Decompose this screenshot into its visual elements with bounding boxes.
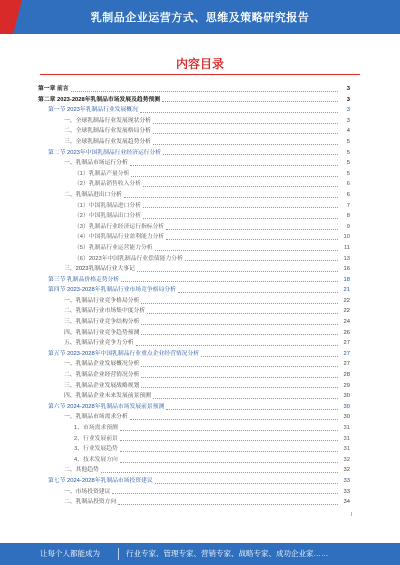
toc-entry-page: 10 [343, 234, 350, 241]
toc-entry-page: 31 [343, 425, 350, 431]
toc-entry-title: 1、市场需求预测 [74, 425, 118, 431]
toc-entry[interactable] [38, 349, 350, 360]
toc-entry-page: 32 [343, 467, 350, 474]
toc-entry[interactable] [38, 275, 350, 286]
toc-entry-page: 26 [343, 329, 350, 336]
toc-entry-page: 6 [346, 181, 350, 188]
table-of-contents [38, 84, 350, 508]
toc-entry[interactable] [38, 148, 350, 159]
toc-entry[interactable] [38, 126, 350, 137]
toc-entry-page: 4 [346, 128, 350, 135]
toc-entry[interactable] [38, 444, 350, 455]
toc-entry-page: 3 [346, 107, 350, 114]
report-title: 乳制品企业运营方式、思维及策略研究报告 [90, 12, 310, 24]
toc-leader-dots [120, 462, 338, 463]
toc-entry-title: 一、市场投资建议 [64, 488, 111, 495]
toc-leader-dots [153, 133, 338, 134]
toc-leader-dots [166, 409, 338, 410]
toc-entry[interactable] [38, 402, 350, 413]
toc-entry[interactable] [38, 285, 350, 296]
toc-leader-dots [71, 91, 338, 92]
toc-leader-dots [120, 430, 338, 431]
toc-entry-title: 三、2023乳制品行业大事记 [64, 266, 135, 273]
report-header [0, 0, 400, 34]
toc-entry-title: 二、乳制品行业市场集中度分析 [64, 308, 146, 315]
toc-entry[interactable] [38, 190, 350, 201]
toc-entry[interactable] [38, 254, 350, 265]
toc-leader-dots [141, 303, 338, 304]
toc-entry[interactable] [38, 179, 350, 190]
toc-entry-title: 2、行业发展前景 [74, 435, 118, 442]
toc-entry[interactable] [38, 423, 350, 434]
toc-leader-dots [153, 123, 338, 124]
toc-entry[interactable] [38, 455, 350, 466]
toc-entry-title: 三、全球乳制品行业发展趋势分析 [64, 138, 151, 145]
toc-entry-page: 6 [346, 191, 350, 198]
toc-entry[interactable] [38, 476, 350, 487]
toc-leader-dots [120, 440, 338, 441]
toc-entry-page: 5 [346, 170, 350, 177]
toc-entry[interactable] [38, 412, 350, 423]
toc-entry-page: 27 [343, 340, 350, 347]
toc-entry[interactable] [38, 137, 350, 148]
toc-leader-dots [136, 345, 338, 346]
toc-leader-dots [137, 271, 338, 272]
toc-entry[interactable] [38, 222, 350, 233]
toc-entry-page: 5 [346, 138, 350, 145]
toc-entry-title: （5）乳制品行业运营能力分析 [74, 244, 153, 251]
toc-leader-dots [141, 324, 338, 325]
toc-leader-dots [153, 144, 338, 145]
toc-leader-dots [101, 472, 338, 473]
toc-entry-title: （1）乳制品产量分析 [74, 170, 130, 177]
toc-entry-title: 二、乳制品企业经营情况分析 [64, 372, 140, 379]
toc-entry-page: 3 [346, 117, 350, 124]
toc-entry-page: 29 [343, 382, 350, 389]
toc-entry-title: 三、乳制品行业竞争结构分析 [64, 319, 140, 326]
toc-leader-dots [141, 387, 338, 388]
toc-entry-title: 第六节 2024-2028年乳制品市场发展前景预测 [48, 403, 165, 410]
toc-entry-page: 30 [343, 414, 350, 421]
page-number: I [350, 512, 352, 518]
toc-entry-title: 第一章 前言 [38, 86, 69, 92]
toc-entry[interactable] [38, 359, 350, 370]
toc-entry[interactable] [38, 243, 350, 254]
toc-entry[interactable] [38, 434, 350, 445]
toc-entry-page: 3 [346, 86, 350, 92]
toc-entry-page: 21 [343, 287, 350, 294]
toc-entry-page: 27 [343, 350, 350, 357]
toc-entry-title: 3、行业发展趋势 [74, 446, 118, 453]
toc-entry-title: 第五节 2023-2028年中国乳制品行业重点企业经营情况分析 [48, 350, 200, 357]
toc-entry-title: （3）乳制品行业经济运行指标分析 [74, 223, 165, 230]
toc-leader-dots [143, 186, 338, 187]
toc-leader-dots [120, 451, 338, 452]
toc-entry-page: 13 [343, 255, 350, 262]
toc-entry-title: （6）2023年中国乳制品行业偿债能力分析 [74, 255, 183, 262]
toc-entry-title: （2）中国乳制品出口分析 [74, 213, 141, 220]
toc-entry-title: 二、乳制品进出口分析 [64, 191, 122, 198]
toc-leader-dots [162, 101, 338, 102]
toc-entry-title: （4）中国乳制品行业盈利能力分析 [74, 234, 165, 241]
toc-leader-dots [201, 356, 338, 357]
toc-entry[interactable] [38, 264, 350, 275]
toc-entry[interactable] [38, 211, 350, 222]
toc-entry[interactable] [38, 338, 350, 349]
toc-entry-title: 一、全球乳制品行业发展现状分析 [64, 117, 151, 124]
toc-entry-page: 31 [343, 446, 350, 453]
toc-entry-page: 5 [346, 160, 350, 167]
toc-leader-dots [155, 483, 338, 484]
toc-entry[interactable] [38, 95, 350, 106]
toc-leader-dots [147, 313, 338, 314]
toc-leader-dots [143, 207, 338, 208]
toc-entry[interactable] [38, 317, 350, 328]
toc-entry[interactable] [38, 84, 350, 95]
toc-entry-page: 22 [343, 297, 350, 304]
toc-entry[interactable] [38, 328, 350, 339]
toc-entry[interactable] [38, 116, 350, 127]
footer-expert-list: 行业专家、管理专家、营销专家、战略专家、成功企业家…… [126, 549, 329, 558]
toc-entry-title: 一、乳制品行业竞争格局分析 [64, 297, 140, 304]
toc-leader-dots [178, 292, 338, 293]
toc-entry[interactable] [38, 201, 350, 212]
toc-entry-page: 32 [343, 456, 350, 463]
toc-entry-page: 18 [343, 276, 350, 283]
toc-entry[interactable] [38, 105, 350, 116]
toc-entry-title: 四、乳制品行业竞争趋势预测 [64, 329, 140, 336]
toc-entry-title: 第三节 乳制品价格走势分析 [48, 276, 120, 283]
page-footer [0, 543, 400, 565]
toc-entry[interactable] [38, 497, 350, 508]
toc-leader-dots [118, 504, 338, 505]
toc-leader-dots [140, 112, 338, 113]
toc-entry-title: 第二章 2023-2028年乳制品市场发展及趋势预测 [38, 96, 161, 103]
toc-entry-page: 3 [346, 96, 350, 103]
toc-entry[interactable] [38, 296, 350, 307]
toc-entry-title: 4、技术发展方向 [74, 456, 118, 463]
toc-leader-dots [185, 260, 338, 261]
toc-entry[interactable] [38, 232, 350, 243]
toc-leader-dots [163, 154, 338, 155]
toc-leader-dots [141, 334, 338, 335]
toc-entry-title: 第七节 2024-2028年乳制品市场投资建议 [48, 477, 153, 484]
toc-entry-title: 四、乳制品企业未来发展前景预测 [64, 393, 151, 400]
toc-leader-dots [112, 493, 338, 494]
toc-leader-dots [124, 197, 338, 198]
toc-entry-page: 34 [343, 499, 350, 506]
toc-leader-dots [166, 229, 338, 230]
toc-entry-title: 第二节 2023年中国乳制品行业经济运行分析 [48, 149, 162, 156]
toc-entry-page: 5 [346, 149, 350, 156]
toc-entry-page: 30 [343, 393, 350, 400]
footer-slogan: 让每个人都能成为 [40, 549, 100, 558]
toc-entry-page: 31 [343, 435, 350, 442]
toc-entry-title: 一、乳制品市场运行分析 [64, 160, 128, 167]
toc-entry-page: 33 [343, 488, 350, 495]
toc-entry-page: 16 [343, 266, 350, 273]
toc-entry-title: 二、全球乳制品行业发展格局分析 [64, 128, 151, 135]
toc-leader-dots [141, 377, 338, 378]
toc-entry[interactable] [38, 169, 350, 180]
toc-entry-title: （1）中国乳制品进口分析 [74, 202, 141, 209]
toc-divider [40, 74, 360, 75]
toc-entry-title: （2）乳制品销售收入分析 [74, 181, 141, 188]
toc-entry-title: 一、乳制品市场需求分析 [64, 414, 128, 421]
toc-leader-dots [166, 239, 338, 240]
toc-entry-page: 11 [343, 244, 350, 251]
toc-entry[interactable] [38, 465, 350, 476]
toc-entry-title: 二、其他趋势 [64, 467, 99, 474]
toc-entry-page: 8 [346, 213, 350, 220]
toc-entry[interactable] [38, 391, 350, 402]
toc-leader-dots [143, 218, 338, 219]
toc-entry-title: 第四节 2023-2028年乳制品行业市场竞争格局分析 [48, 287, 176, 294]
toc-entry-page: 24 [343, 319, 350, 326]
toc-entry-page: 9 [346, 223, 350, 230]
toc-leader-dots [130, 165, 338, 166]
toc-leader-dots [131, 176, 338, 177]
toc-leader-dots [121, 281, 338, 282]
toc-leader-dots [155, 250, 338, 251]
toc-entry[interactable] [38, 370, 350, 381]
toc-entry-page: 30 [343, 403, 350, 410]
toc-entry-page: 27 [343, 361, 350, 368]
toc-entry-title: 一、乳制品企业发展概况分析 [64, 361, 140, 368]
toc-leader-dots [130, 419, 338, 420]
toc-entry-page: 28 [343, 372, 350, 379]
toc-entry[interactable] [38, 158, 350, 169]
toc-entry-page: 7 [346, 202, 350, 209]
toc-leader-dots [141, 366, 338, 367]
toc-heading: 内容目录 [175, 57, 224, 71]
toc-entry-page: 22 [343, 308, 350, 315]
toc-entry-title: 第一节 2023年乳制品行业发展概况 [48, 107, 138, 114]
toc-entry-page: 33 [343, 477, 350, 484]
toc-entry[interactable] [38, 487, 350, 498]
toc-entry-title: 五、乳制品行业竞争力分析 [64, 340, 134, 347]
toc-entry-title: 三、乳制品企业发展战略规划 [64, 382, 140, 389]
toc-entry-title: 二、乳制品投资方向 [64, 499, 117, 506]
toc-leader-dots [153, 398, 338, 399]
toc-entry[interactable] [38, 381, 350, 392]
toc-entry[interactable] [38, 306, 350, 317]
footer-divider [118, 548, 119, 560]
